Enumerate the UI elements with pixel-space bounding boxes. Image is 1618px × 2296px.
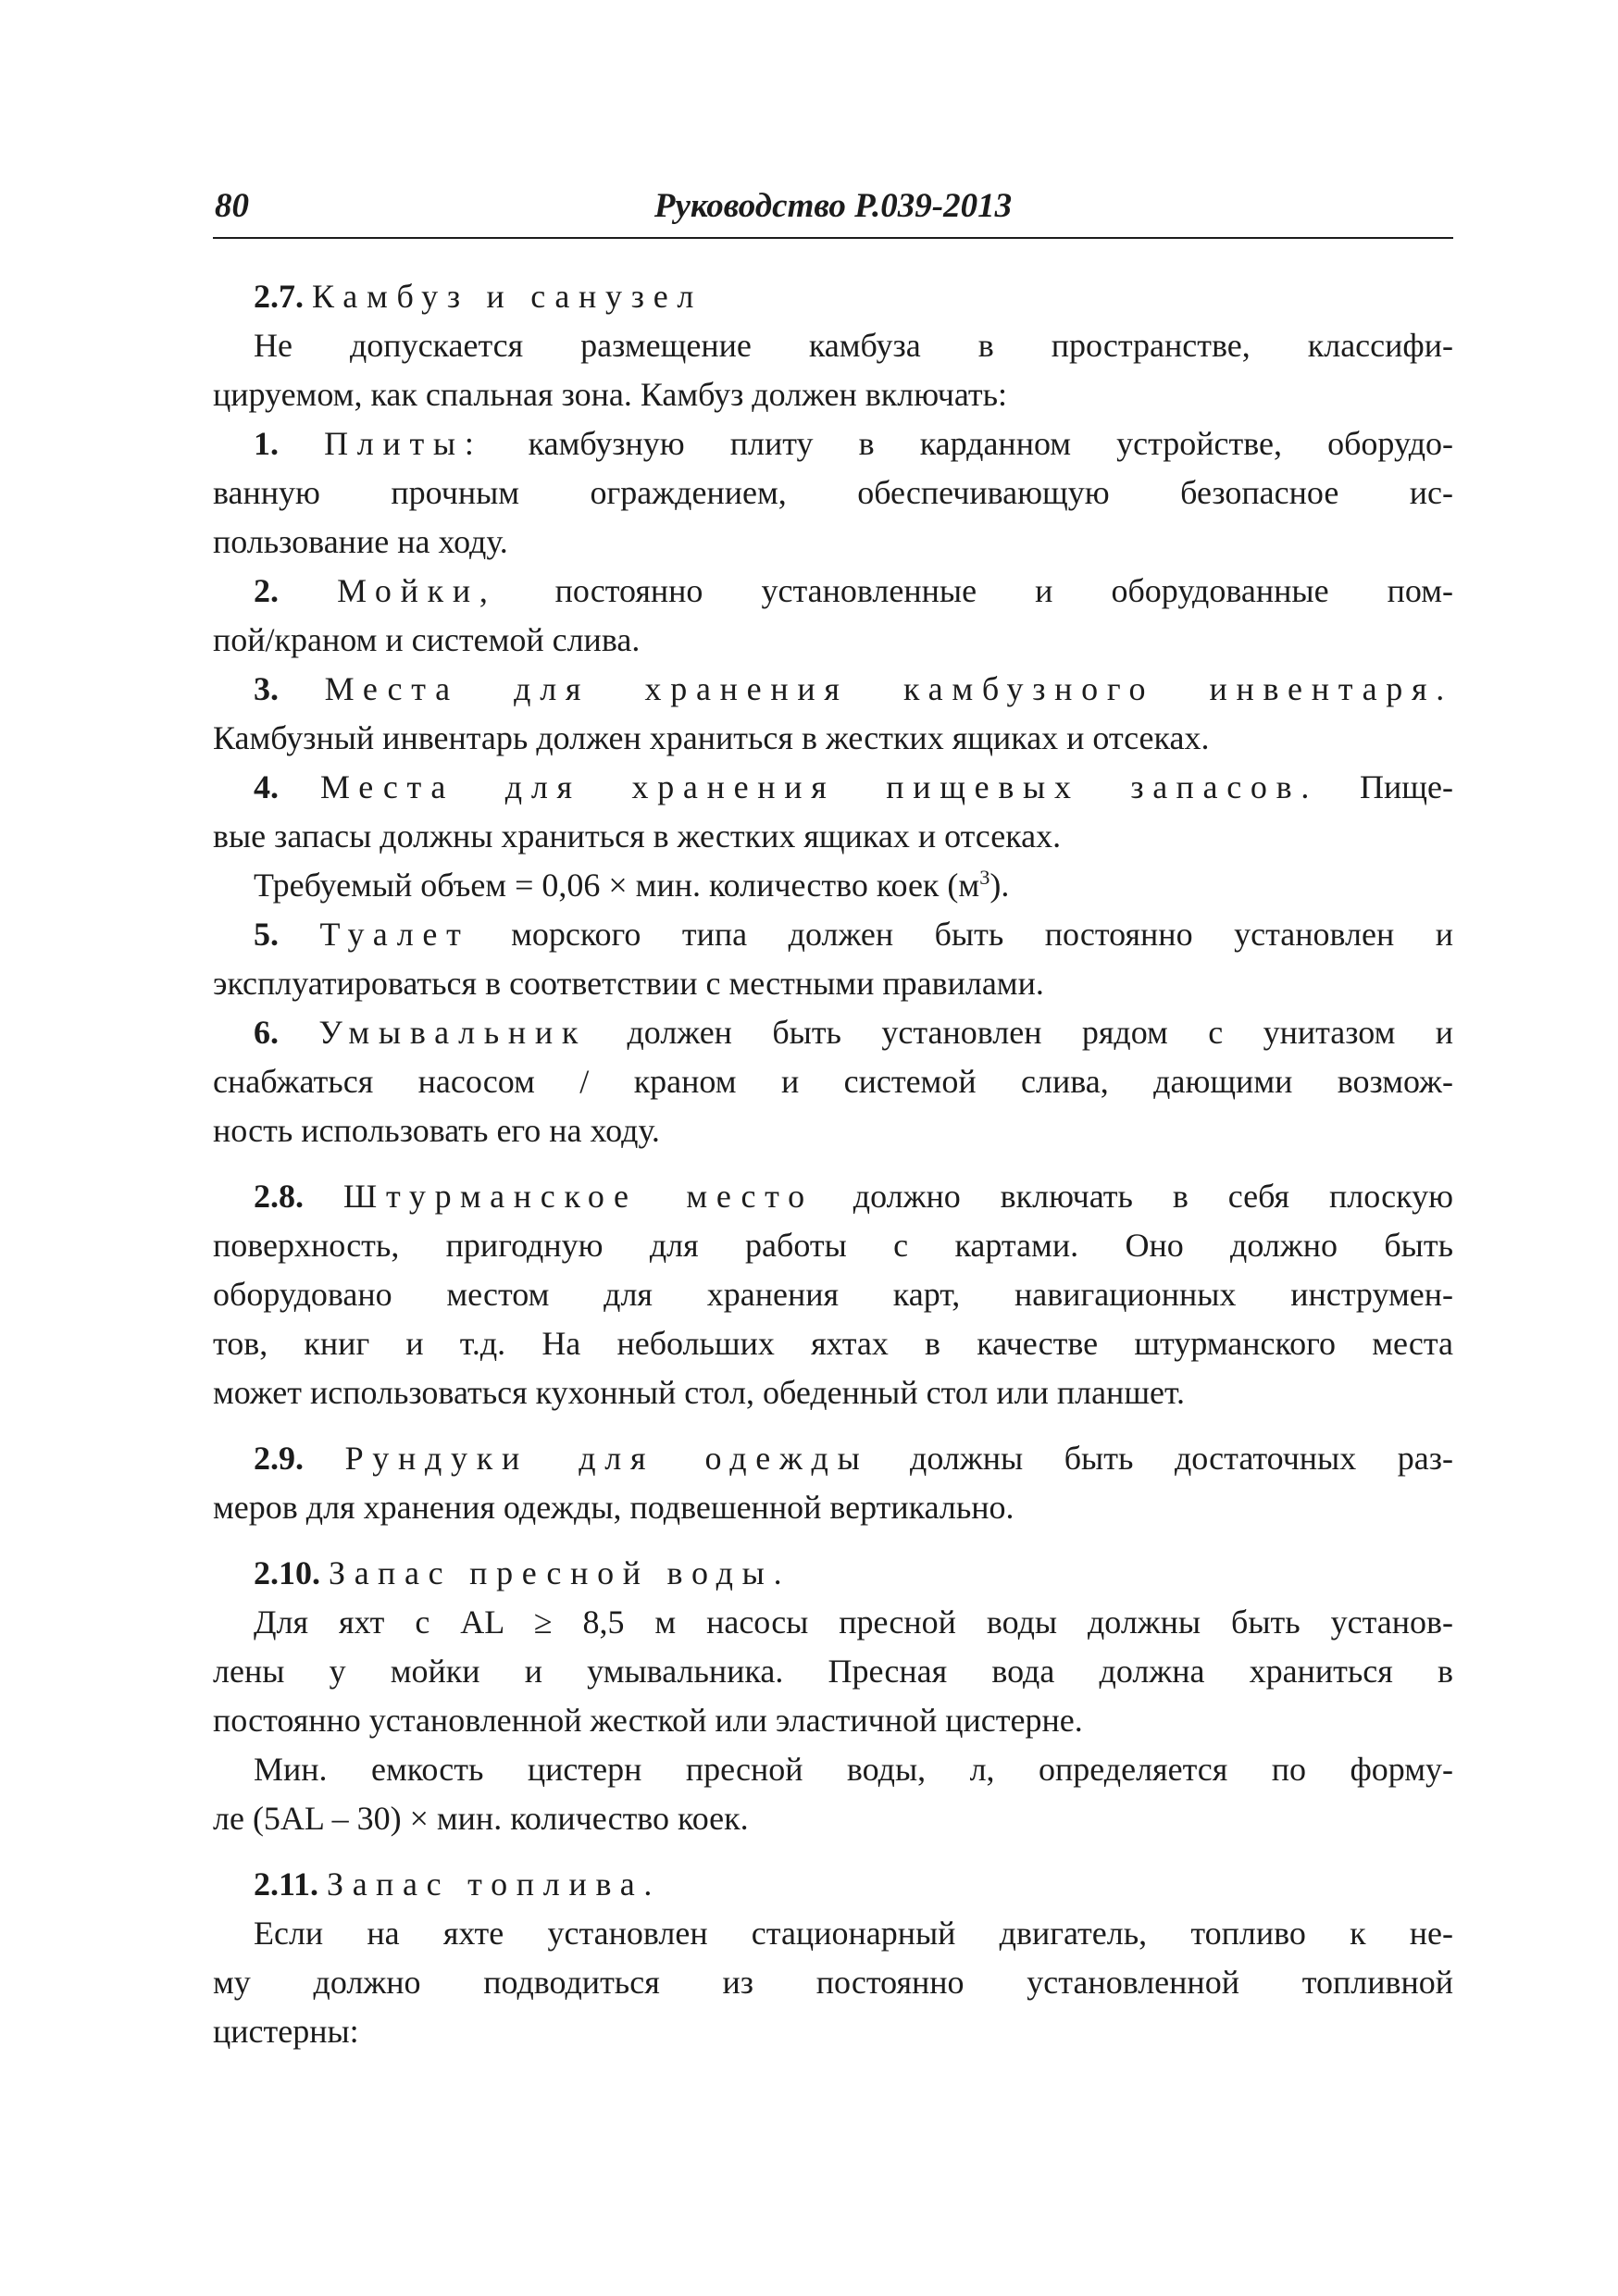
text-line [213,1319,1453,1368]
paragraph [213,763,1453,861]
paragraph [213,1598,1453,1745]
text-line [213,1434,1453,1483]
text-line [213,1008,1453,1057]
text-segment: постоянно установленные и оборудованные пом- [496,572,1453,609]
page-number: 80 [215,187,249,225]
text-segment: цируемом, как спальная зона. Камбуз должен включать: [213,376,1008,413]
text-line [213,1794,1453,1843]
text-line [213,567,1453,616]
text-line [213,665,1453,714]
text-segment: должен быть установлен рядом с унитазом и [587,1014,1454,1051]
paragraph [213,1860,1453,1909]
text-segment: Плиты: [324,425,483,462]
text-line [213,1745,1453,1794]
text-line [213,272,1453,321]
text-segment: 6. [254,1014,319,1051]
text-segment: 2.7. [254,278,312,315]
text-line [213,1172,1453,1221]
text-line [213,861,1453,910]
text-line [213,959,1453,1008]
text-segment: Требуемый объем = 0,06 × мин. количество коек (м [254,867,980,904]
text-line [213,1270,1453,1319]
text-line [213,2007,1453,2056]
text-segment: Запас топлива. [327,1866,662,1903]
paragraph [213,1745,1453,1843]
text-segment: Запас пресной воды. [329,1554,791,1591]
document-body [213,272,1453,2056]
text-segment: 2.10. [254,1554,329,1591]
text-segment: пой/краном и системой слива. [213,621,641,658]
text-segment: меров для хранения одежды, подвешенной вертикально. [213,1489,1014,1526]
text-segment: постоянно установленной жесткой или эластичной цистерне. [213,1702,1083,1739]
text-segment: должны быть достаточных раз- [868,1440,1453,1477]
text-line [213,1909,1453,1958]
text-segment: Места для хранения пищевых запасов. [319,768,1319,805]
text-segment: Камбуз и санузел [312,278,703,315]
text-segment: 2.9. [254,1440,345,1477]
paragraph [213,567,1453,665]
text-segment: Мойки, [337,572,497,609]
text-segment: вые запасы должны храниться в жестких ящиках и отсеках. [213,817,1062,855]
text-line [213,1221,1453,1270]
text-line [213,518,1453,567]
text-segment: Мин. емкость цистерн пресной воды, л, определяется по форму- [254,1751,1453,1788]
header-title: Руководство Р.039-2013 [653,187,1013,225]
text-segment: должно включать в себя плоскую [813,1178,1454,1215]
text-segment: 1. [254,425,325,462]
paragraph [213,910,1453,1008]
text-segment: Если на яхте установлен стационарный двигатель, топливо к не- [254,1915,1453,1952]
paragraph [213,321,1453,419]
text-line [213,1696,1453,1745]
text-segment: Места для хранения камбузного инвентаря. [324,670,1453,707]
page-header [213,185,1453,239]
text-segment: Камбузный инвентарь должен храниться в жестких ящиках и отсеках. [213,719,1210,756]
text-segment: 5. [254,916,320,953]
text-line [213,1647,1453,1696]
text-segment: 2. [254,572,338,609]
text-segment: ность использовать его на ходу. [213,1112,660,1149]
text-segment: ле (5AL – 30) × мин. количество коек. [213,1800,749,1837]
paragraph [213,861,1453,910]
text-segment: му должно подводиться из постоянно установленной топливной [213,1964,1453,2001]
text-segment: поверхность, пригодную для работы с картами. Оно должно быть [213,1227,1453,1264]
paragraph [213,665,1453,763]
text-segment: лены у мойки и умывальника. Пресная вода должна храниться в [213,1653,1453,1690]
text-line [213,616,1453,665]
text-line [213,1106,1453,1155]
text-segment: Туалет [319,916,470,953]
text-line [213,714,1453,763]
text-segment: ванную прочным ограждением, обеспечивающую безопасное ис- [213,474,1453,511]
text-segment: 3 [979,866,990,889]
text-segment: оборудовано местом для хранения карт, навигационных инструмен- [213,1276,1453,1313]
paragraph [213,1549,1453,1598]
text-segment: снабжаться насосом / краном и системой слива, дающими возмож- [213,1063,1453,1100]
text-segment: Не допускается размещение камбуза в пространстве, классифи- [254,327,1453,364]
text-line [213,763,1453,812]
text-segment: 2.11. [254,1866,328,1903]
text-segment: Для яхт с AL ≥ 8,5 м насосы пресной воды должны быть установ- [254,1603,1453,1641]
text-line [213,468,1453,518]
text-line [213,1860,1453,1909]
text-segment: Рундуки для одежды [344,1440,869,1477]
text-line [213,1483,1453,1532]
paragraph [213,419,1453,567]
text-segment: цистерны: [213,2013,359,2050]
text-line [213,1958,1453,2007]
text-segment: пользование на ходу. [213,523,508,560]
text-segment: 4. [254,768,320,805]
text-line [213,1598,1453,1647]
text-segment: Умывальник [318,1014,588,1051]
text-segment: 2.8. [254,1178,343,1215]
text-line [213,1549,1453,1598]
paragraph [213,1909,1453,2056]
text-segment: ). [989,867,1010,904]
text-segment: может использоваться кухонный стол, обеденный стол или планшет. [213,1374,1186,1411]
paragraph [213,1172,1453,1417]
text-segment: эксплуатироваться в соответствии с местными правилами. [213,965,1044,1002]
text-line [213,370,1453,419]
text-line [213,419,1453,468]
text-segment: морского типа должен быть постоянно установлен и [469,916,1454,953]
text-segment: 3. [254,670,325,707]
text-segment: тов, книг и т.д. На небольших яхтах в качестве штурманского места [213,1325,1453,1362]
text-line [213,321,1453,370]
text-segment: Пище- [1318,768,1453,805]
text-line [213,910,1453,959]
text-line [213,1057,1453,1106]
paragraph [213,1008,1453,1155]
paragraph [213,272,1453,321]
text-line [213,1368,1453,1417]
text-line [213,812,1453,861]
text-segment: камбузную плиту в карданном устройстве, оборудо- [482,425,1453,462]
paragraph [213,1434,1453,1532]
text-segment: Штурманское место [342,1178,814,1215]
